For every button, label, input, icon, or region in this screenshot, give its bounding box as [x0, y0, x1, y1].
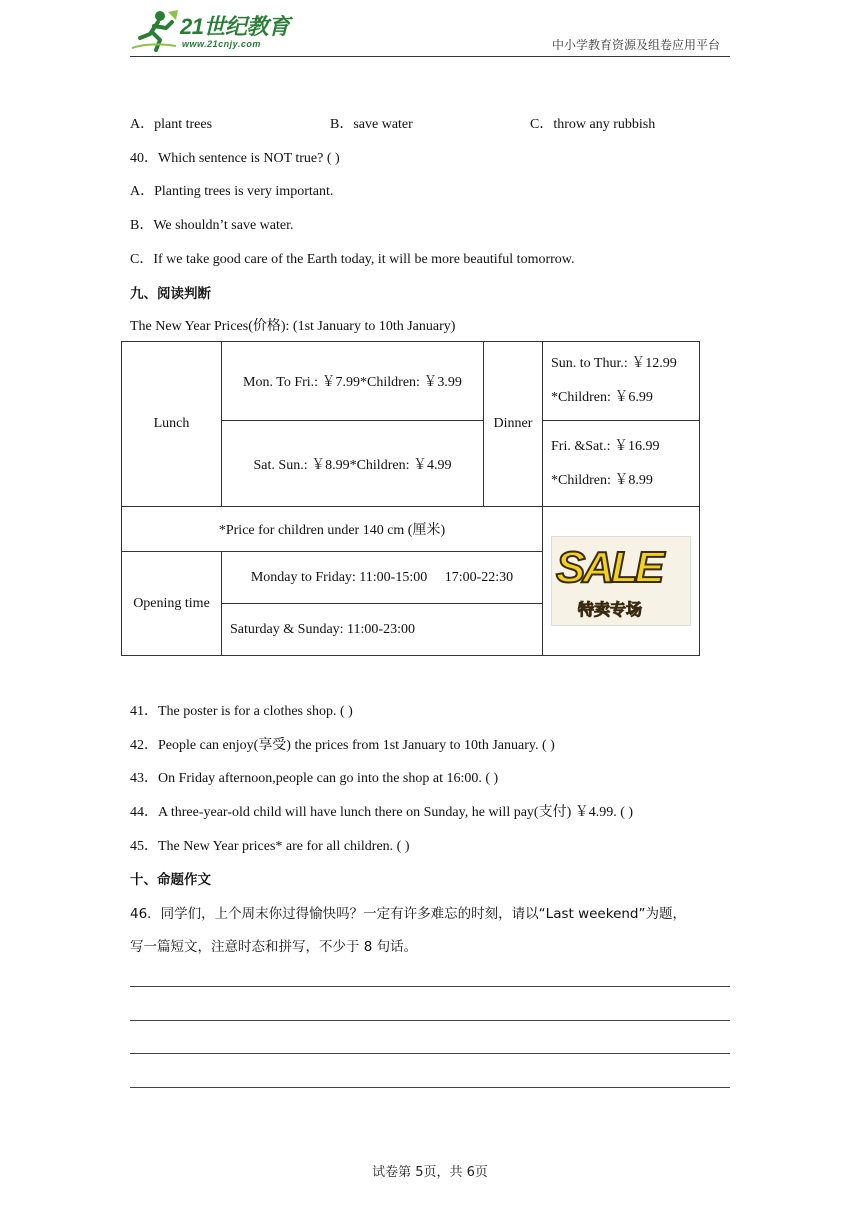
weekday-hours: Monday to Friday: 11:00-15:00 17:00-22:30 — [222, 552, 543, 604]
platform-label: 中小学教育资源及组卷应用平台 — [551, 38, 720, 52]
section9-intro: The New Year Prices(价格): (1st January to 10th January) — [130, 319, 456, 334]
sale-image — [551, 536, 691, 626]
section9-title: 九、阅读判断 — [130, 286, 211, 302]
logo-text: 21世纪教育 — [180, 14, 290, 39]
price-table — [121, 341, 700, 656]
dinner-sun-thu-price: Sun. to Thur.: ￥12.99 — [551, 356, 677, 371]
question-43: 43．On Friday afternoon,people can go into the shop at 16:00. ( ) — [130, 771, 499, 786]
lunch-weekday-price: Mon. To Fri.: ￥7.99*Children: ￥3.99 — [222, 342, 484, 421]
question-44: 44．A three-year-old child will have lunch there on Sunday, he will pay(支付) ￥4.99. ( ) — [130, 805, 634, 820]
children-note: *Price for children under 140 cm (厘米) — [122, 507, 543, 552]
dinner-sun-thu-children-price: *Children: ￥6.99 — [551, 390, 653, 405]
q40-option-c: C．If we take good care of the Earth today, it will be more beautiful tomorrow. — [130, 252, 575, 267]
lunch-label: Lunch — [122, 342, 222, 507]
dinner-label: Dinner — [484, 342, 543, 507]
dinner-fri-sat-children-price: *Children: ￥8.99 — [551, 472, 653, 488]
writing-line[interactable] — [130, 1053, 730, 1054]
sale-word: SALE — [556, 543, 662, 592]
dinner-sun-thu-cell — [543, 342, 700, 421]
logo-url: www.21cnjy.com — [182, 39, 261, 49]
page-footer: 试卷第 5页，共 6页 — [372, 1165, 488, 1180]
q40-option-b: B．We shouldn’t save water. — [130, 218, 294, 233]
writing-line[interactable] — [130, 986, 730, 987]
question-41: 41．The poster is for a clothes shop. ( ) — [130, 704, 353, 719]
dinner-fri-sat-price: Fri. &Sat.: ￥16.99 — [551, 438, 660, 454]
question-42: 42．People can enjoy(享受) the prices from 1st January to 10th January. ( ) — [130, 738, 555, 753]
dinner-fri-sat-cell — [543, 421, 700, 507]
writing-line[interactable] — [130, 1020, 730, 1021]
q46-prompt-line1: 46．同学们，上个周末你过得愉快吗？一定有许多难忘的时刻，请以“Last weekend”为题， — [130, 906, 686, 922]
q40-option-a: A．Planting trees is very important. — [130, 184, 334, 199]
runner-logo-icon — [130, 8, 180, 52]
sale-subtitle: 特卖专场 — [578, 600, 643, 619]
writing-line[interactable] — [130, 1087, 730, 1088]
lunch-weekend-price: Sat. Sun.: ￥8.99*Children: ￥4.99 — [222, 421, 484, 507]
q46-prompt-line2: 写一篇短文，注意时态和拼写，不少于 8 句话。 — [130, 939, 418, 955]
question-45: 45．The New Year prices* are for all children. ( ) — [130, 839, 410, 854]
sale-image-cell — [543, 507, 700, 656]
opening-time-label: Opening time — [122, 552, 222, 656]
weekend-hours: Saturday & Sunday: 11:00-23:00 — [222, 604, 543, 656]
logo — [130, 8, 310, 52]
q39-option-c: C．throw any rubbish — [530, 117, 656, 132]
page-header — [130, 8, 730, 57]
q39-option-b: B．save water — [330, 117, 413, 132]
section10-title: 十、命题作文 — [130, 872, 211, 888]
q40-question: 40．Which sentence is NOT true? ( ) — [130, 151, 340, 166]
q39-option-a: A．plant trees — [130, 117, 213, 132]
